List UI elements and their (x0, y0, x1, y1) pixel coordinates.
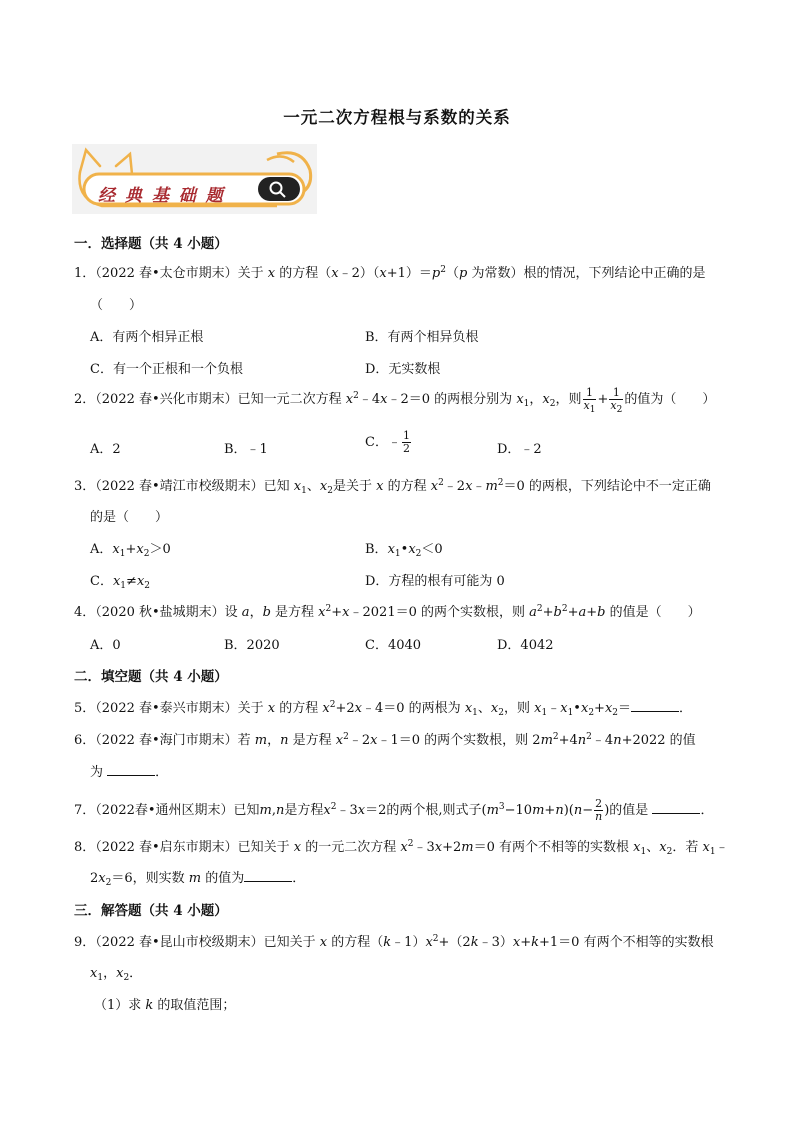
q1-option-a: A．有两个相异正根 (90, 330, 204, 345)
question-7: 7．（2022春•通州区期末）已知m,n是方程$x^2﹣3x=2$的两个根,则式子$(m^3-10m+n)(n-$ $\frac{2}{n}$ )的值是 ． (74, 797, 714, 823)
q2-option-d: D．﹣2 (497, 442, 542, 457)
q2-option-a: A．2 (90, 442, 121, 457)
question-5: 5．（2022 春•泰兴市期末）关于 x 的方程 $x^2+2x﹣4=0$ 的两根为 $x_1$、$x_2$，则 $x_1﹣x_1•x_2+x_2=$ ． (74, 700, 693, 718)
q1-option-b: B．有两个相异负根 (365, 330, 479, 345)
q4-option-c: C．4040 (365, 638, 422, 653)
page-title: 一元二次方程根与系数的关系 (283, 108, 511, 127)
q3-option-b: B．$x_1•x_2<0$ (365, 542, 443, 559)
question-9-line2: $x_1$，$x_2$． (90, 966, 143, 983)
search-badge (258, 177, 300, 201)
question-2: 2．（2022 春•兴化市期末）已知一元二次方程 $x^2﹣4x﹣2=0$ 的两根分别为 $x_1$，$x_2$，则 $\frac{1}{x_1}$ + $\frac{1}{x_2}$ 的值为（ ） (74, 386, 716, 415)
section-banner (72, 144, 317, 214)
q3-option-d: D．方程的根有可能为 0 (365, 574, 505, 589)
q4-option-a: A．0 (90, 638, 121, 653)
question-8-line2: $2x_2=6$，则实数 m 的值为 ． (90, 871, 306, 888)
q3-option-a: A．$x_1+x_2>0$ (90, 542, 171, 559)
q1-option-d: D．无实数根 (365, 362, 441, 377)
banner-text: 经 典 基 础 题 (98, 186, 225, 206)
q2-option-b: B．﹣1 (224, 442, 268, 457)
question-6: 6．（2022 春•海门市期末）若 m，n 是方程 $x^2﹣2x﹣1=0$ 的两个实数根，则 $2m^2+4n^2﹣4n+2022$ 的值 (74, 732, 696, 748)
question-9: 9．（2022 春•昆山市校级期末）已知关于 x 的方程$(k﹣1)x^2+(2k﹣3)x+k+1=0$ 有两个不相等的实数根 (74, 934, 714, 950)
question-9-part1: （1）求 k 的取值范围； (94, 998, 236, 1013)
q4-option-b: B．2020 (224, 638, 280, 653)
question-1-paren: （ ） (90, 298, 143, 313)
section-heading-solve: 三．解答题（共 4 小题） (74, 903, 228, 919)
question-3-line2: 的是（ ） (90, 510, 169, 525)
q3-option-c: C．$x_1\ne x_2$ (90, 574, 151, 591)
question-4: 4．（2020 秋•盐城期末）设 a，b 是方程 $x^2+x﹣2021=0$ 的两个实数根，则 $a^2+b^2+a+b$ 的值是（ ） (74, 604, 701, 620)
question-3: 3．（2022 春•靖江市校级期末）已知 $x_1$、$x_2$是关于 x 的方程 $x^2﹣2x﹣m^2=0$ 的两根，下列结论中不一定正确 (74, 478, 711, 496)
question-1: 1．（2022 春•太仓市期末）关于 x 的方程$(x﹣2)(x+1)=p^2(p$ 为常数）根的情况，下列结论中正确的是 (74, 265, 706, 281)
q2-option-c: C．﹣ $\frac{1}{2}$ (365, 429, 410, 455)
section-heading-choice: 一．选择题（共 4 小题） (74, 236, 228, 252)
q4-option-d: D．4042 (497, 638, 554, 653)
section-heading-fill: 二．填空题（共 4 小题） (74, 669, 228, 685)
q1-option-c: C．有一个正根和一个负根 (90, 362, 243, 377)
question-8: 8．（2022 春•启东市期末）已知关于 x 的一元二次方程 $x^2﹣3x+2m=0$ 有两个不相等的实数根 $x_1$、$x_2$．若 $x_1﹣$ (74, 839, 729, 857)
question-6-line2: 为 ． (90, 765, 169, 780)
